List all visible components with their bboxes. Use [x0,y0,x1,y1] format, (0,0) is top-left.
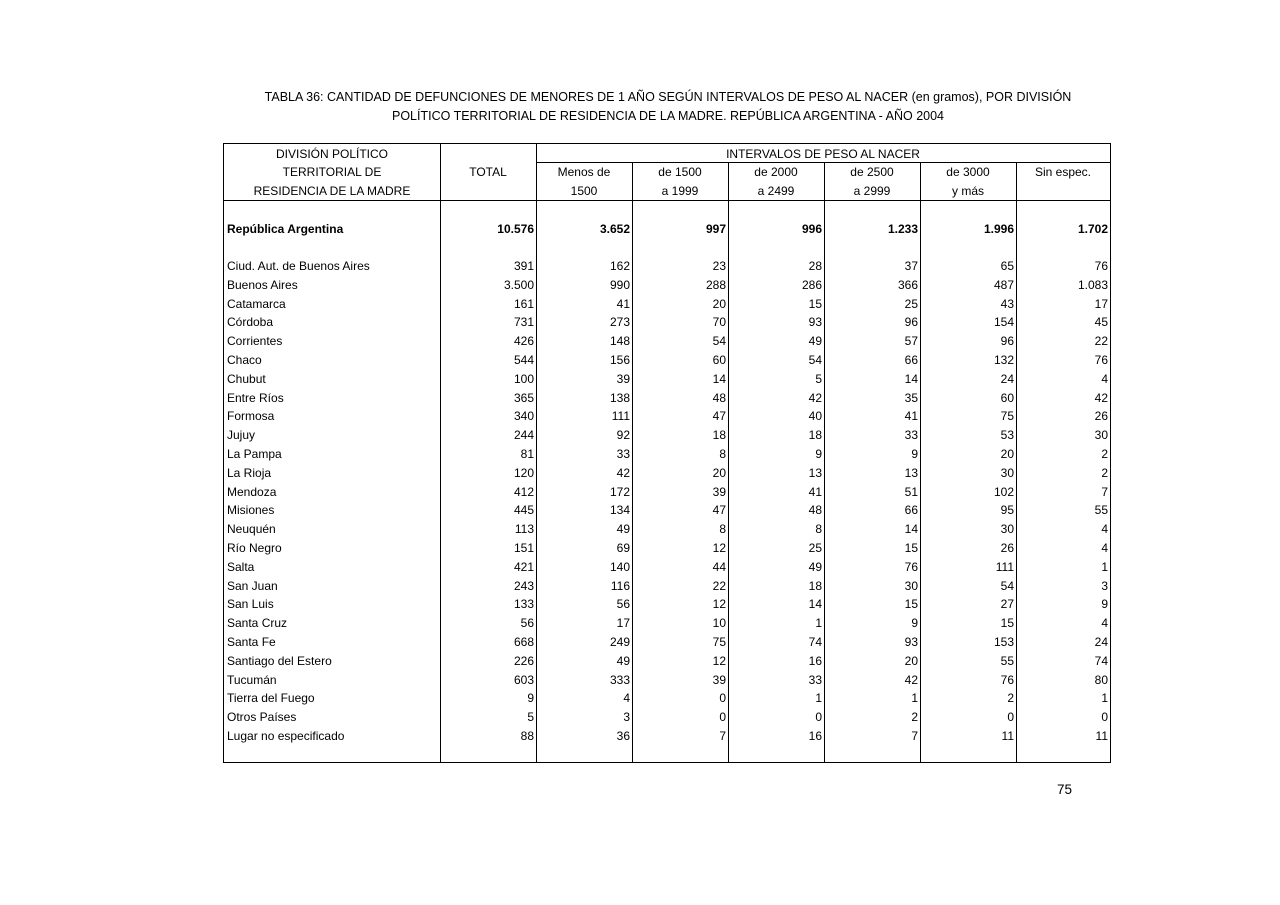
table-row-name: Corrientes [227,334,283,349]
header-interval-line-2: a 2999 [853,184,891,198]
header-division-line-2: TERRITORIAL DE [282,165,382,179]
table-cell: 41 [808,484,822,499]
table-cell: 49 [808,559,822,574]
table-cell: 0 [719,691,726,706]
table-cell: 366 [897,277,918,292]
table-cell: 1 [815,616,822,631]
table-cell: 39 [712,484,726,499]
table-cell: 10.576 [497,222,534,236]
table-cell: 365 [513,390,534,405]
table-cell: 49 [808,334,822,349]
table-cell: 55 [1094,503,1108,518]
table-cell: 133 [513,597,534,612]
table-cell: 49 [616,653,630,668]
table-cell: 1.702 [1077,222,1108,236]
table-cell: 36 [616,729,630,743]
table-row-name: La Pampa [227,447,282,461]
table-cell: 28 [808,259,822,273]
table-row-name: Ciud. Aut. de Buenos Aires [227,259,370,273]
table-row-name: San Juan [227,578,278,593]
table-cell: 7 [719,729,726,743]
table-cell: 96 [904,315,918,330]
table-cell: 24 [1000,371,1014,386]
table-cell: 20 [712,296,726,311]
table-cell: 140 [609,559,630,574]
header-division-line-3: RESIDENCIA DE LA MADRE [253,184,411,198]
table-cell: 340 [513,409,534,424]
table-cell: 12 [712,597,726,612]
table-row-name: Chubut [227,371,266,386]
table-cell: 9 [911,447,918,461]
summary-row-name: República Argentina [227,222,344,236]
table-cell: 1 [1101,691,1108,706]
table-cell: 487 [993,277,1014,292]
table-cell: 81 [520,447,534,461]
table-cell: 1 [815,691,822,706]
table-cell: 5 [815,371,822,386]
table-cell: 990 [609,277,630,292]
header-interval-line-2: 1500 [570,184,598,198]
table-cell: 66 [904,353,918,367]
table-cell: 33 [616,447,630,461]
table-cell: 4 [1101,541,1108,555]
table-cell: 25 [904,296,918,311]
table-cell: 0 [1007,710,1014,725]
table-row-name: Lugar no especificado [227,729,345,743]
table-row-name: Otros Países [227,710,297,725]
table-cell: 5 [527,710,534,725]
table-cell: 3.500 [503,277,534,292]
table-cell: 14 [808,597,822,612]
table-cell: 33 [808,672,822,687]
table-cell: 70 [712,315,726,330]
table-cell: 92 [616,428,630,443]
table-cell: 544 [513,353,534,367]
table-cell: 12 [712,653,726,668]
table-cell: 48 [808,503,822,518]
table-cell: 20 [1000,447,1014,461]
table-cell: 42 [616,465,630,480]
table-row-name: Tucumán [227,672,277,687]
table-cell: 116 [610,578,630,593]
table-cell: 30 [904,578,918,593]
table-cell: 39 [712,672,726,687]
table-cell: 60 [712,353,726,367]
table-cell: 17 [616,616,630,631]
table-cell: 102 [993,484,1014,499]
table-cell: 9 [815,447,822,461]
table-cell: 60 [1000,390,1014,405]
table-cell: 138 [609,390,630,405]
header-interval-line-1: de 2000 [754,165,798,179]
table-cell: 3 [623,710,630,725]
table-row-name: Catamarca [227,296,286,311]
table-cell: 76 [904,559,918,574]
table-row-name: La Rioja [227,465,272,480]
table-cell: 47 [712,409,726,424]
table-cell: 57 [904,334,918,349]
table-cell: 286 [801,277,822,292]
table-cell: 4 [1101,522,1108,537]
table-cell: 25 [808,541,822,555]
table-cell: 55 [1000,653,1014,668]
table-cell: 9 [911,616,918,631]
header-division-line-1: DIVISIÓN POLÍTICO [275,147,389,161]
table-cell: 1.083 [1077,277,1108,292]
table-cell: 15 [904,597,918,612]
table-row-name: Santa Fe [227,635,276,649]
table-cell: 14 [904,371,918,386]
table-cell: 66 [904,503,918,518]
table-cell: 12 [712,541,726,555]
table-cell: 172 [609,484,630,499]
table-cell: 54 [712,334,726,349]
table-cell: 96 [1000,334,1014,349]
table-cell: 445 [513,503,534,518]
table-cell: 1.996 [983,222,1014,236]
table-cell: 161 [513,296,534,311]
table-title-line-1: TABLA 36: CANTIDAD DE DEFUNCIONES DE MENORES DE 1 AÑO SEGÚN INTERVALOS DE PESO AL NACER (en gramos), POR DIVISIÓN [264,90,1072,104]
table-cell: 4 [1101,616,1108,631]
header-total: TOTAL [469,165,507,179]
table-cell: 75 [712,635,726,649]
data-table [223,143,1111,763]
header-interval-line-2: a 2499 [757,184,795,198]
table-row-name: Tierra del Fuego [227,691,315,706]
table-cell: 51 [904,484,918,499]
header-divider-bottom [224,200,1110,201]
table-cell: 49 [616,522,630,537]
table-cell: 18 [808,578,822,593]
table-row-name: Formosa [227,409,275,424]
table-cell: 41 [904,409,918,424]
table-cell: 45 [1094,315,1108,330]
table-cell: 47 [712,503,726,518]
table-cell: 132 [993,353,1014,367]
table-cell: 22 [712,578,726,593]
table-cell: 26 [1094,409,1108,424]
table-cell: 65 [1000,259,1014,273]
table-cell: 80 [1094,672,1108,687]
table-row-name: Neuquén [227,522,276,537]
table-cell: 24 [1094,635,1108,649]
table-row-name: Misiones [227,503,275,518]
header-interval-line-2: y más [951,184,984,198]
table-cell: 151 [513,541,534,555]
table-cell: 391 [513,259,534,273]
table-row-name: Chaco [227,353,262,367]
table-cell: 16 [808,729,822,743]
table-cell: 37 [904,259,918,273]
table-cell: 333 [609,672,630,687]
table-cell: 22 [1094,334,1108,349]
table-cell: 153 [993,635,1014,649]
table-cell: 76 [1094,353,1108,367]
table-cell: 13 [904,465,918,480]
table-row-name: Santa Cruz [227,616,288,631]
table-cell: 56 [616,597,630,612]
table-cell: 0 [1101,710,1108,725]
table-cell: 30 [1094,428,1108,443]
table-row-name: Córdoba [227,315,274,330]
table-cell: 33 [904,428,918,443]
table-cell: 39 [616,371,630,386]
table-cell: 42 [904,672,918,687]
table-row-name: San Luis [227,597,274,612]
table-cell: 412 [513,484,534,499]
table-cell: 249 [609,635,630,649]
table-cell: 162 [609,259,630,273]
table-cell: 54 [1000,578,1014,593]
table-cell: 11 [1095,729,1108,743]
table-cell: 8 [719,447,726,461]
table-cell: 20 [712,465,726,480]
table-cell: 7 [911,729,918,743]
table-cell: 30 [1000,522,1014,537]
table-cell: 7 [1101,484,1108,499]
table-cell: 111 [995,559,1014,574]
table-cell: 4 [623,691,630,706]
table-cell: 75 [1000,409,1014,424]
table-cell: 244 [513,428,534,443]
table-cell: 288 [705,277,726,292]
table-cell: 56 [520,616,534,631]
table-cell: 18 [808,428,822,443]
table-cell: 44 [712,559,726,574]
table-cell: 156 [609,353,630,367]
table-cell: 41 [616,296,630,311]
table-cell: 111 [611,409,630,424]
table-row-name: Jujuy [227,428,256,443]
table-cell: 226 [513,653,534,668]
table-cell: 2 [1101,447,1108,461]
table-row-name: Santiago del Estero [227,653,332,668]
table-cell: 148 [609,334,630,349]
header-interval-line-1: de 2500 [850,165,894,179]
table-cell: 13 [808,465,822,480]
table-cell: 100 [513,371,534,386]
table-cell: 996 [801,222,822,236]
table-cell: 93 [808,315,822,330]
table-cell: 30 [1000,465,1014,480]
table-cell: 9 [527,691,534,706]
table-cell: 273 [609,315,630,330]
table-cell: 3 [1101,578,1108,593]
table-cell: 0 [815,710,822,725]
table-cell: 4 [1101,371,1108,386]
table-cell: 421 [513,559,534,574]
table-cell: 18 [712,428,726,443]
table-cell: 11 [1001,729,1014,743]
table-cell: 27 [1000,597,1014,612]
table-cell: 997 [705,222,726,236]
table-cell: 16 [808,653,822,668]
table-cell: 113 [514,522,534,537]
table-cell: 42 [808,390,822,405]
table-cell: 69 [616,541,630,555]
header-interval-line-1: de 1500 [658,165,702,179]
table-cell: 603 [513,672,534,687]
header-interval-line-1: de 3000 [946,165,990,179]
table-cell: 3.652 [599,222,630,236]
header-intervals-label: INTERVALOS DE PESO AL NACER [726,147,920,161]
table-cell: 426 [513,334,534,349]
table-cell: 53 [1000,428,1014,443]
table-cell: 23 [712,259,726,273]
table-cell: 43 [1000,296,1014,311]
table-cell: 10 [712,616,726,631]
table-cell: 2 [1007,691,1014,706]
table-cell: 8 [719,522,726,537]
header-interval-line-1: Sin espec. [1034,165,1092,179]
table-cell: 134 [609,503,630,518]
table-cell: 35 [904,390,918,405]
table-cell: 15 [904,541,918,555]
table-cell: 9 [1101,597,1108,612]
table-cell: 154 [993,315,1014,330]
table-cell: 76 [1000,672,1014,687]
table-cell: 0 [719,710,726,725]
table-cell: 1.233 [887,222,918,236]
table-row-name: Buenos Aires [227,277,298,292]
table-cell: 668 [513,635,534,649]
table-row-name: Salta [227,559,255,574]
table-cell: 74 [808,635,822,649]
table-cell: 1 [1101,559,1108,574]
table-cell: 15 [1000,616,1014,631]
table-cell: 8 [815,522,822,537]
table-title-line-2: POLÍTICO TERRITORIAL DE RESIDENCIA DE LA MADRE. REPÚBLICA ARGENTINA - AÑO 2004 [391,109,944,123]
table-cell: 42 [1094,390,1108,405]
table-cell: 88 [520,729,534,743]
table-cell: 20 [904,653,918,668]
table-cell: 93 [904,635,918,649]
table-cell: 243 [513,578,534,593]
table-cell: 2 [911,710,918,725]
table-row-name: Entre Ríos [227,390,284,405]
table-cell: 54 [808,353,822,367]
header-interval-line-2: a 1999 [661,184,699,198]
table-cell: 2 [1101,465,1108,480]
table-cell: 120 [513,465,534,480]
table-cell: 14 [712,371,726,386]
table-cell: 15 [808,296,822,311]
table-cell: 95 [1000,503,1014,518]
table-cell: 40 [808,409,822,424]
table-cell: 17 [1094,296,1108,311]
table-cell: 48 [712,390,726,405]
table-cell: 74 [1094,653,1108,668]
page-number: 75 [1056,782,1072,797]
table-cell: 76 [1094,259,1108,273]
header-interval-line-1: Menos de [557,165,611,179]
table-row-name: Mendoza [227,484,277,499]
table-cell: 14 [904,522,918,537]
table-cell: 1 [911,691,918,706]
table-row-name: Río Negro [227,541,282,555]
table-cell: 26 [1000,541,1014,555]
table-cell: 731 [513,315,534,330]
